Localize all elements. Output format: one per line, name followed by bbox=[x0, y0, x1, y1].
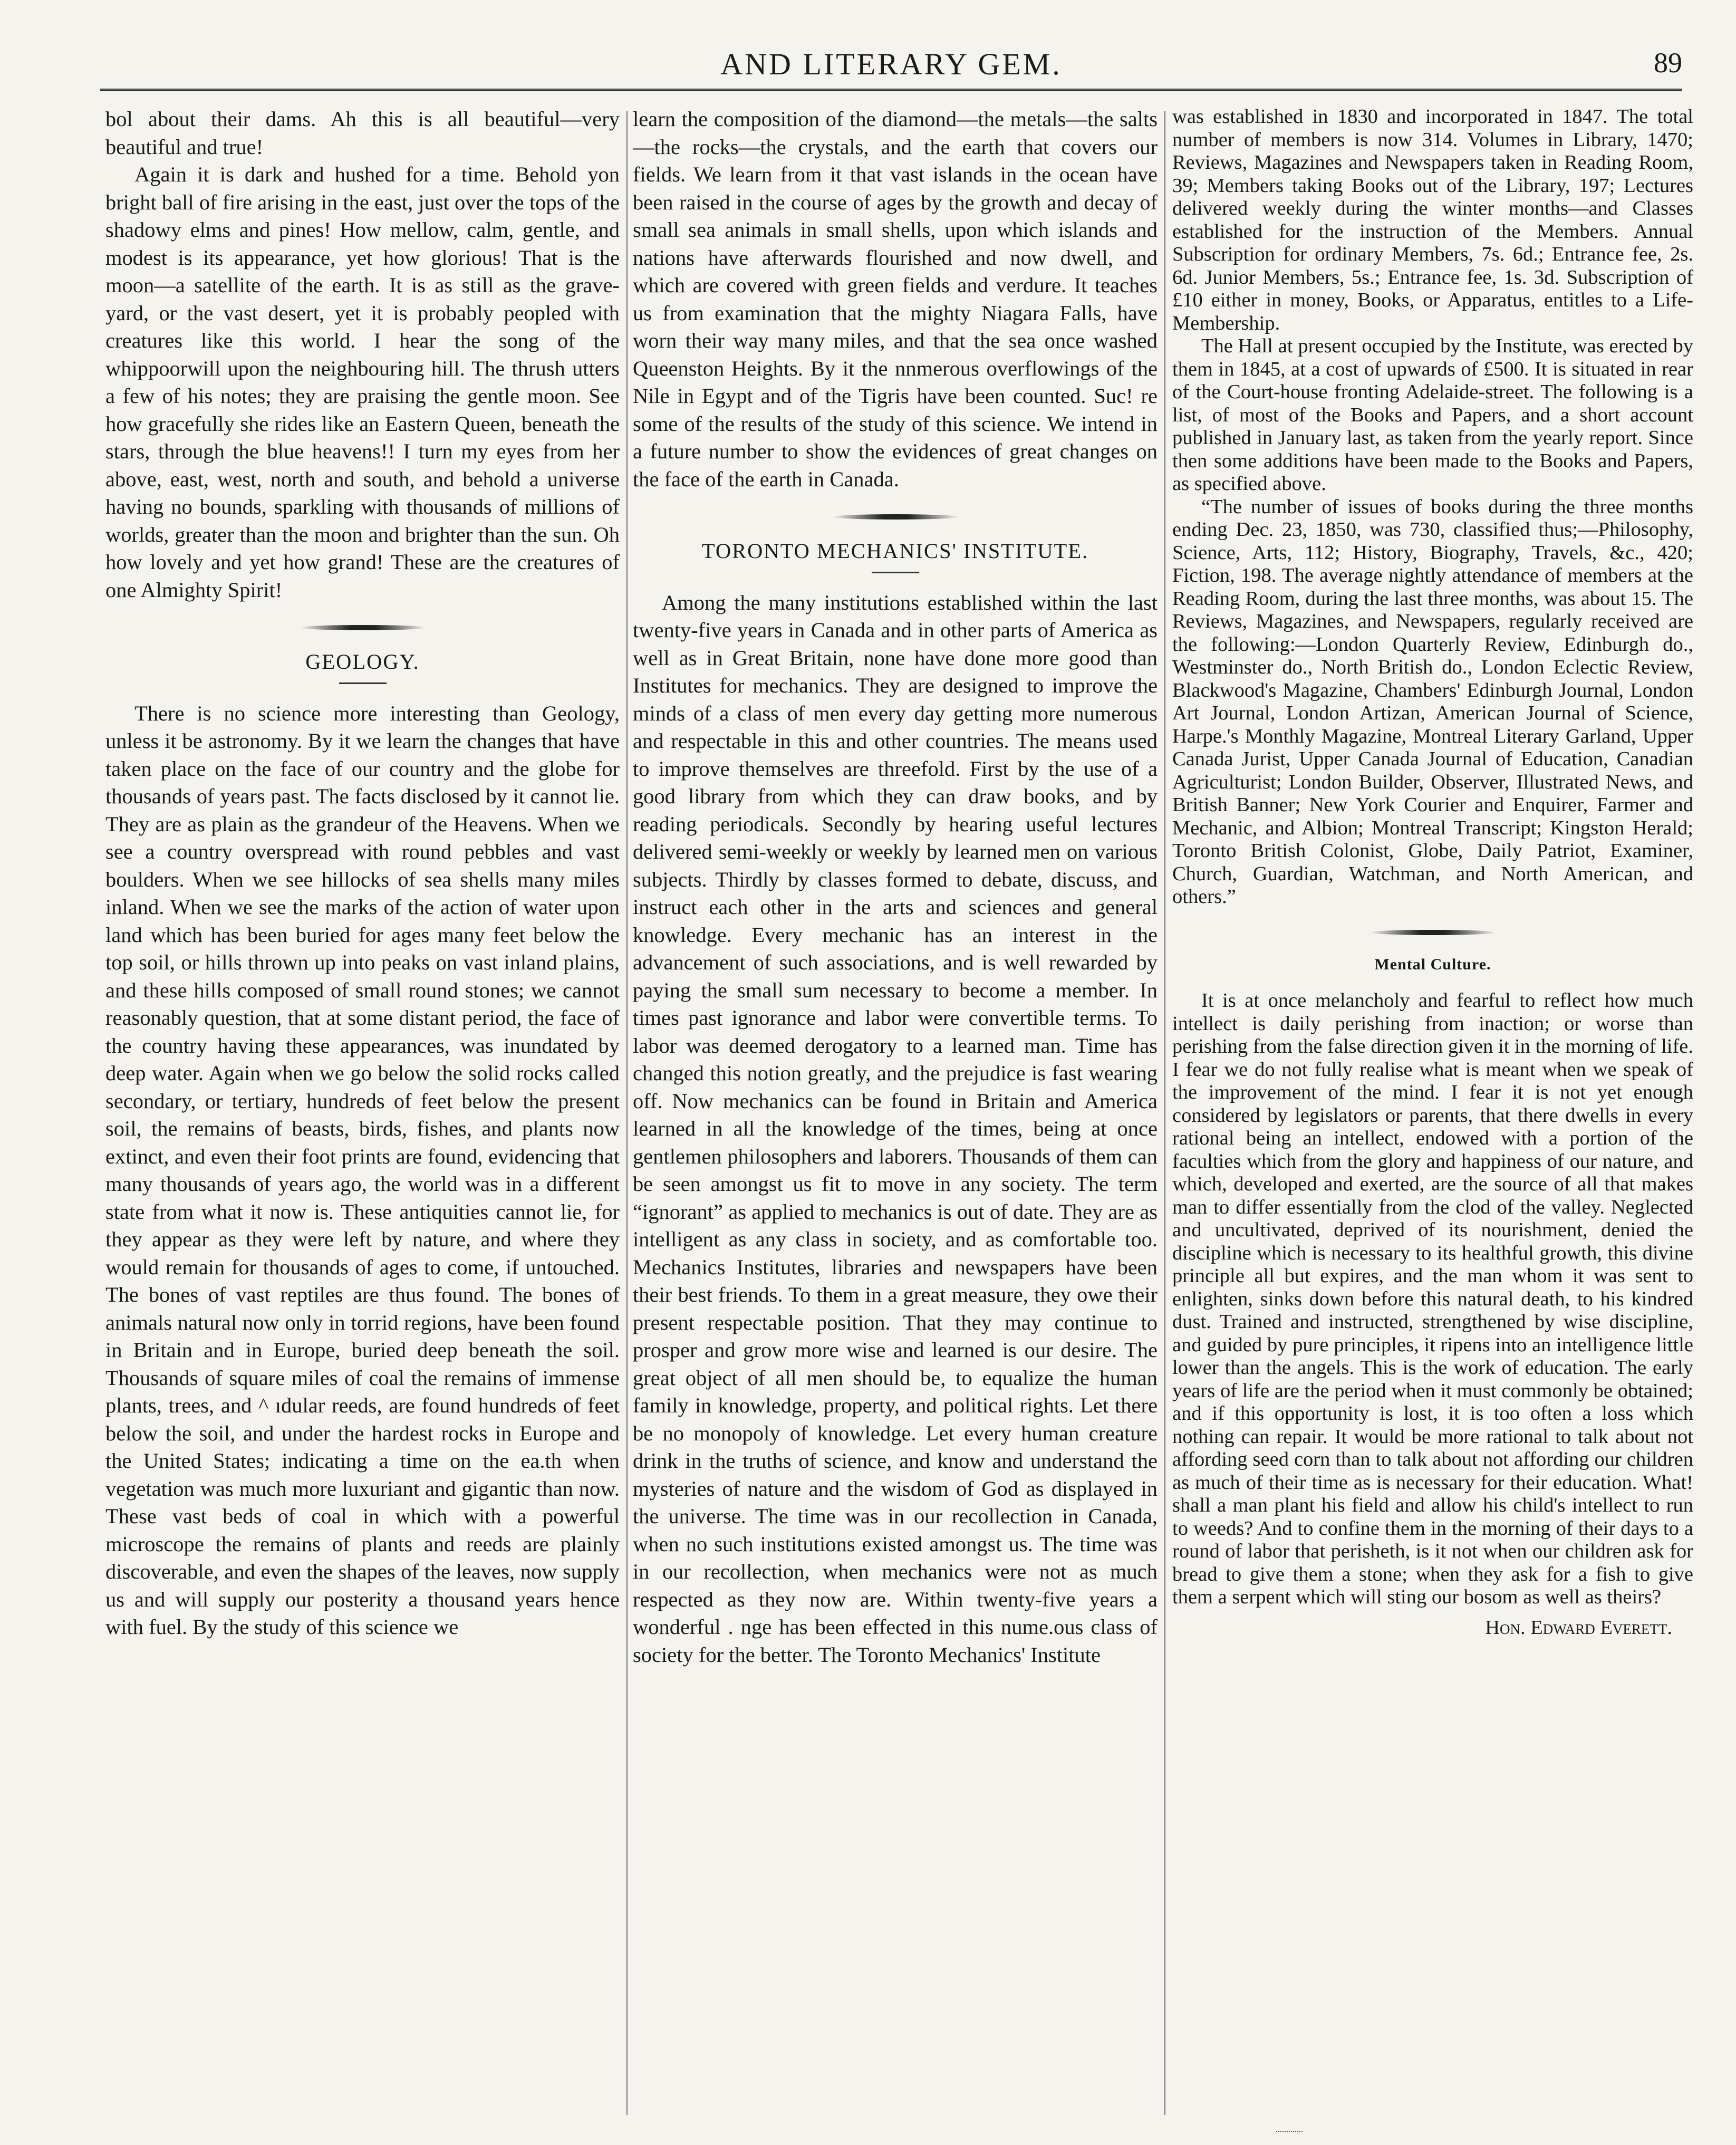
ornamental-divider bbox=[300, 625, 426, 630]
column-left bbox=[105, 105, 620, 2120]
section-heading-mental-culture: Mental Culture. bbox=[1374, 955, 1491, 973]
paragraph: “The number of issues of books during the three months ending Dec. 23, 1850, was 730, classified thus;—Philosophy, Science, Arts, 112; History, Biography, Travels, &c., 420; Fiction, 198. The average nightly attendance of members at the Reading Room, during the last three months, was about 15. The Reviews, Magazines, and Newspapers, regularly received are the following:—London Quarterly Review, Edinburgh do., Westminster do., North British do., London Eclectic Review, Blackwood's Magazine, Chambers' Edinburgh Journal, London Art Journal, London Artizan, American Journal of Science, Harpe.'s Monthly Magazine, Montreal Literary Garland, Upper Canada Jurist, Upper Canada Journal of Education, Canadian Agriculturist; London Builder, Observer, Illustrated News, and British Banner; New York Courier and Enquirer, Farmer and Mechanic, and Albion; Montreal Transcript; Kingston Herald; Toronto British Colonist, Globe, Daily Patriot, Examiner, Church, Guardian, Watchman, and North American, and others.” bbox=[1172, 495, 1693, 908]
paragraph: learn the composition of the diamond—the metals—the salts—the rocks—the crystals, and the earth that covers our fields. We learn from it that vast islands in the ocean have been raised in the course of ages by the growth and decay of small sea animals in small shells, upon which islands and nations have afterwards flourished and now dwell, and which are covered with green fields and verdure. It teaches us from examination that the mighty Niagara Falls, have worn their way many miles, and that the sea once washed Queenston Heights. By it the nnmerous overflowings of the Nile in Egypt and of the Tigris have been counted. Suc! re some of the results of the study of this science. We intend in a future number to show the evidences of great changes on the face of the earth in Canada. bbox=[633, 107, 1158, 491]
page-number: 89 bbox=[1654, 47, 1682, 79]
paragraph: bol about their dams. Ah this is all beautiful—very beautiful and true! bbox=[105, 107, 620, 159]
section-heading-geology: GEOLOGY. bbox=[305, 650, 420, 674]
ornamental-divider bbox=[832, 514, 959, 520]
running-header bbox=[100, 46, 1682, 89]
section-heading-toronto: TORONTO MECHANICS' INSTITUTE. bbox=[701, 539, 1089, 563]
column-right bbox=[1172, 105, 1693, 2120]
paragraph: There is no science more interesting than Geology, unless it be astronomy. By it we learn the changes that have taken place on the face of our country and the globe for thousands of years past. The facts disclosed by it cannot lie. They are as plain as the grandeur of the Heavens. When we see a country overspread with round pebbles and vast boulders. When we see hillocks of sea shells many miles inland. When we see the marks of the action of water upon land which has been buried for ages many feet below the top soil, or hills thrown up into peaks on vast inland plains, and these hills composed of small round stones; we cannot reasonably question, that at some distant period, the face of the country having these appearances, was inundated by deep water. Again when we go below the solid rocks called secondary, or tertiary, hundreds of feet below the present soil, the remains of beasts, birds, fishes, and plants now extinct, and even their foot prints are found, evidencing that many thousands of years ago, the world was in a different state from what it now is. These antiquities cannot lie, for they appear as they were left by nature, and where they would remain for thousands of ages to come, if untouched. The bones of vast reptiles are thus found. The bones of animals natural now only in torrid regions, have been found in Britain and in Europe, buried deep beneath the soil. Thousands of square miles of coal the remains of immense plants, trees, and ^ ıdular reeds, are found hundreds of feet below the soil, and under the hardest rocks in Europe and the United States; indicating a time on the ea.th when vegetation was much more luxuriant and gigantic than now. These vast beds of coal in which with a powerful microscope the remains of plants and reeds are plainly discoverable, and even the shapes of the leaves, now supply us and will supply our posterity a thousand years hence with fuel. By the study of this science we bbox=[105, 701, 620, 1639]
short-rule bbox=[339, 682, 387, 684]
paragraph: Among the many institutions established within the last twenty-five years in Canada and in other parts of America as well as in Great Britain, none have done more good than Institutes for mechanics. They are designed to improve the minds of a class of men every day getting more numerous and respectable in this and other countries. The means used to improve themselves are threefold. First by the use of a good library from which they can draw books, and by reading periodicals. Secondly by hearing useful lectures delivered semi-weekly or weekly by learned men on various subjects. Thirdly by classes formed to debate, discuss, and instruct each other in the arts and sciences and general knowledge. Every mechanic has an interest in the advancement of such associations, and is well rewarded by paying the small sum necessary to become a member. In times past ignorance and labor were convertible terms. To labor was deemed derogatory to a learned man. Time has changed this notion greatly, and the prejudice is fast wearing off. Now mechanics can be found in Britain and America learned in all the knowledge of the times, being at once gentlemen philosophers and laborers. Thousands of them can be seen amongst us fit to move in any society. The term “ignorant” as applied to mechanics is out of date. They are as intelligent as any class in society, and as comfortable too. Mechanics Institutes, libraries and newspapers have been their best friends. To them in a great measure, they owe their present respectable position. That they may continue to prosper and grow more wise and learned is our desire. The great object of all men should be, to equalize the human family in knowledge, property, and political rights. Let there be no monopoly of knowledge. Let every human creature drink in the truths of science, and know and understand the mysteries of nature and the wisdom of God as displayed in the universe. The time was in our recollection in Canada, when no such institutions existed amongst us. The time was in our recollection, when mechanics were not as much respected as they now are. Within twenty-five years a wonderful . nge has been effected in this nume.ous class of society for the better. The Toronto Mechanics' Institute bbox=[633, 590, 1158, 1667]
column-divider bbox=[1164, 111, 1165, 2115]
paragraph: It is at once melancholy and fearful to reflect how much intellect is daily perishing from inaction; or worse than perishing from the false direction given it in the morning of life. I fear we do not fully realise what is meant when we speak of the improvement of the mind. I fear it is not yet enough considered by legislators or parents, that there dwells in every rational being an intellect, endowed with a portion of the faculties which from the glory and happiness of our nature, and which, developed and exerted, are the source of all that makes man to differ essentially from the clod of the valley. Neglected and uncultivated, deprived of its nourishment, denied the discipline which is necessary to its healthful growth, this divine principle all but expires, and the man whom it was sent to enlighten, sinks down before this natural death, to his kindred dust. Trained and instructed, strengthened by wise discipline, and guided by pure principles, it ripens into an intelligence little lower than the angels. This is the work of education. The early years of life are the period when it must commonly be obtained; and if this opportunity is lost, it is too often a loss which nothing can repair. It would be more rational to talk about not affording seed corn than to talk about not affording our children as much of their time as is necessary for their education. What! shall a man plant his field and allow his child's intellect to run to weeds? And to confine them in the morning of their days to a round of labor that perisheth, is it not when our children ask for bread to give them a stone; when they ask for a fish to give them a serpent which will sting our bosom as well as theirs? bbox=[1172, 989, 1693, 1608]
paragraph: was established in 1830 and incorporated in 1847. The total number of members is now 314. Volumes in Library, 1470; Reviews, Magazines and Newspapers taken in Reading Room, 39; Members taking Books out of the Library, 197; Lectures delivered weekly during the winter months—and Classes established for the instruction of the Members. Annual Subscription for ordinary Members, 7s. 6d.; Entrance fee, 2s. 6d. Junior Members, 5s.; Entrance fee, 1s. 3d. Subscription of £10 either in money, Books, or Apparatus, entitles to a Life-Membership. bbox=[1172, 105, 1693, 334]
header-rule bbox=[100, 89, 1682, 91]
column-middle bbox=[633, 105, 1158, 2120]
short-rule bbox=[872, 572, 919, 573]
paragraph: Again it is dark and hushed for a time. Behold yon bright ball of fire arising in the east, just over the tops of the shadowy elms and pines! How mellow, calm, gentle, and modest is its appearance, yet how glorious! That is the moon—a satellite of the earth. It is as still as the grave-yard, or the vast desert, yet it is probably peopled with creatures like this world. I hear the song of the whippoorwill upon the neighbouring hill. The thrush utters a few of his notes; they are praising the gentle moon. See how gracefully she rides like an Eastern Queen, beneath the stars, through the blue heavens!! I turn my eyes from her above, east, west, north and south, and behold a universe having no bounds, sparkling with thousands of millions of worlds, greater than the moon and brighter than the sun. Oh how lovely and yet how grand! These are the creatures of one Almighty Spirit! bbox=[105, 162, 620, 602]
author-signature: Hon. Edward Everett. bbox=[1485, 1616, 1672, 1639]
column-divider bbox=[626, 111, 628, 2115]
paragraph: The Hall at present occupied by the Institute, was erected by them in 1845, at a cost of upwards of £500. It is situated in rear of the Court-house fronting Adelaide-street. The following is a list, of most of the Books and Papers, and a short account published in January last, as taken from the yearly report. Since then some additions have been made to the Books and Papers, as specified above. bbox=[1172, 335, 1693, 495]
footer-mark bbox=[1276, 2131, 1303, 2132]
ornamental-divider bbox=[1369, 930, 1496, 935]
running-title: AND LITERARY GEM. bbox=[720, 47, 1062, 81]
